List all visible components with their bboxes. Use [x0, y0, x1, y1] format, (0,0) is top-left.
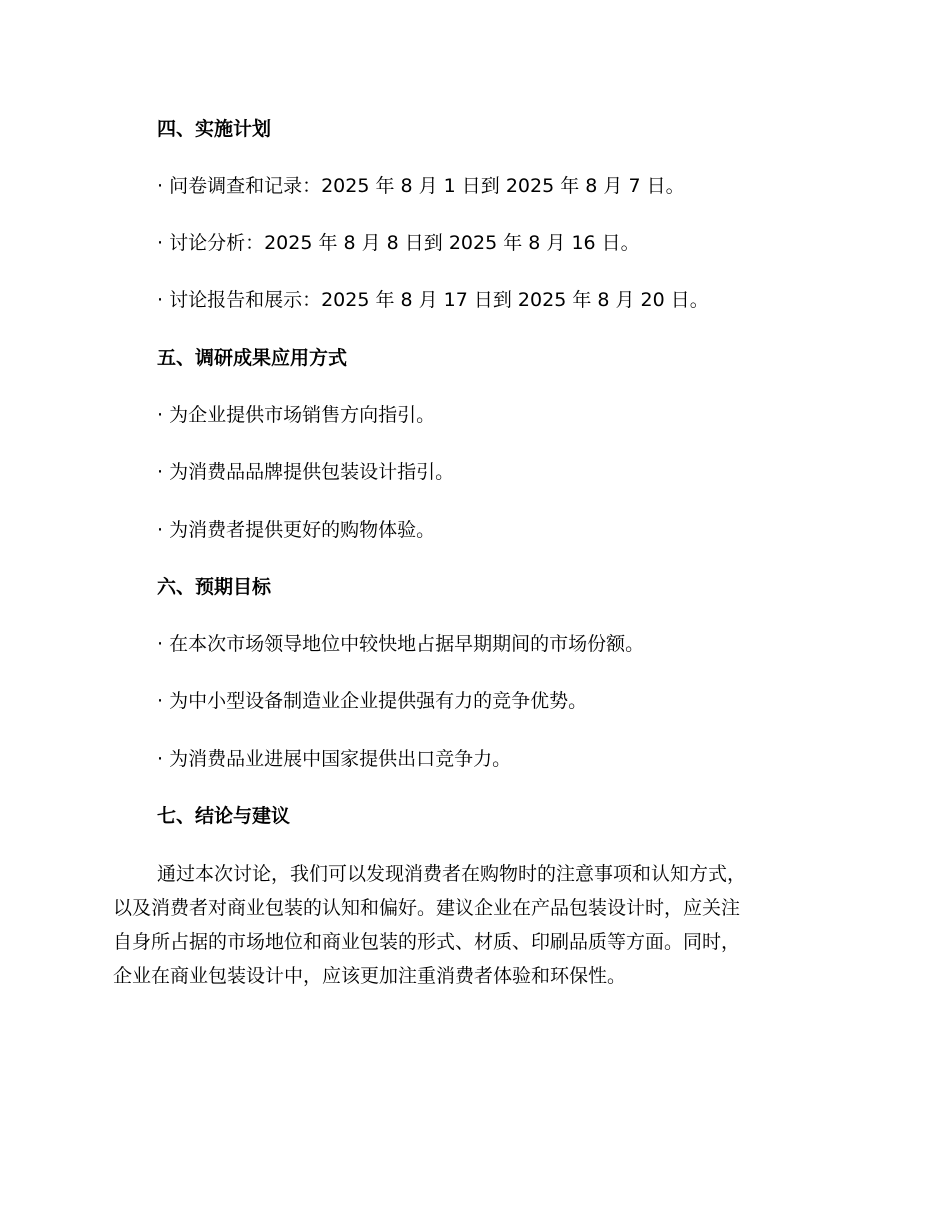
list-item: · 讨论分析：2025 年 8 月 8 日到 2025 年 8 月 16 日。	[157, 232, 640, 254]
paragraph-line: 以及消费者对商业包装的认知和偏好。建议企业在产品包装设计时，应关注	[113, 897, 741, 919]
section-heading-expected-goals: 六、预期目标	[157, 576, 272, 598]
paragraph-line: 自身所占据的市场地位和商业包装的形式、材质、印刷品质等方面。同时，	[113, 931, 741, 953]
list-item: · 为企业提供市场销售方向指引。	[157, 404, 436, 426]
section-heading-research-application: 五、调研成果应用方式	[157, 347, 348, 369]
paragraph-line: 企业在商业包装设计中，应该更加注重消费者体验和环保性。	[113, 965, 627, 987]
list-item: · 为消费品品牌提供包装设计指引。	[157, 461, 455, 483]
list-item: · 问卷调查和记录：2025 年 8 月 1 日到 2025 年 8 月 7 日。	[157, 175, 685, 197]
list-item: · 在本次市场领导地位中较快地占据早期期间的市场份额。	[157, 633, 645, 655]
conclusion-paragraph	[113, 857, 833, 993]
list-item: · 讨论报告和展示：2025 年 8 月 17 日到 2025 年 8 月 20 日。	[157, 289, 709, 311]
section-heading-conclusion: 七、结论与建议	[157, 805, 291, 827]
paragraph-line: 通过本次讨论，我们可以发现消费者在购物时的注意事项和认知方式，	[157, 863, 747, 885]
section-heading-implementation-plan: 四、实施计划	[157, 118, 272, 140]
list-item: · 为消费品业进展中国家提供出口竞争力。	[157, 748, 512, 770]
list-item: · 为中小型设备制造业企业提供强有力的竞争优势。	[157, 690, 588, 712]
list-item: · 为消费者提供更好的购物体验。	[157, 519, 436, 541]
